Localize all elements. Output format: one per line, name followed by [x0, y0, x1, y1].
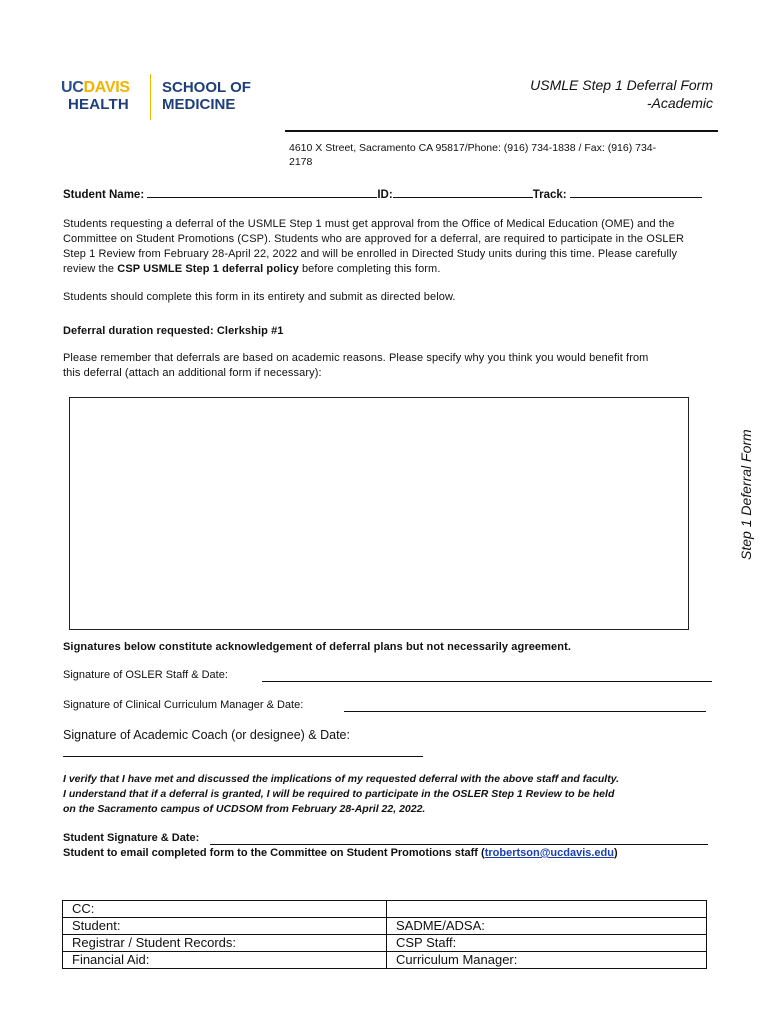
cc-cell: SADME/ADSA: [387, 918, 707, 935]
reasons-prompt: Please remember that deferrals are based on academic reasons. Please specify why you think you would benefit from this deferral (attach an additional form if necessary): [63, 352, 649, 379]
verify-line-2: I understand that if a deferral is granted, I will be required to participate in the OSLER Step 1 Review to be held [63, 788, 615, 800]
policy-reference: CSP USMLE Step 1 deferral policy [117, 263, 299, 275]
cc-cell: CC: [63, 901, 387, 918]
email-instruction-close: ) [614, 847, 618, 859]
student-name-field[interactable] [147, 186, 377, 198]
logo-ucdavis: UCDAVIS [61, 79, 130, 96]
track-field[interactable] [570, 186, 702, 198]
form-title [530, 76, 713, 112]
deferral-duration [63, 324, 703, 339]
intro-paragraph [63, 217, 703, 277]
cc-cell: CSP Staff: [387, 935, 707, 952]
coach-signature-line[interactable] [63, 756, 423, 757]
signatures-heading: Signatures below constitute acknowledgement of deferral plans but not necessarily agreement. [63, 641, 571, 653]
cc-cell: Curriculum Manager: [387, 952, 707, 969]
coach-signature-label: Signature of Academic Coach (or designee) & Date: [63, 728, 350, 742]
logo-school-of: SCHOOL OF [162, 79, 251, 96]
table-row [63, 918, 707, 935]
verify-line-3: on the Sacramento campus of UCDSOM from February 28-April 22, 2022. [63, 803, 426, 815]
deferral-duration-label: Deferral duration requested: [63, 325, 214, 337]
track-label: Track: [532, 189, 567, 201]
cc-cell: Financial Aid: [63, 952, 387, 969]
osler-signature-line[interactable] [262, 681, 712, 682]
cc-cell: Registrar / Student Records: [63, 935, 387, 952]
cc-cell: Student: [63, 918, 387, 935]
osler-signature-label: Signature of OSLER Staff & Date: [63, 669, 228, 681]
form-title-line1: USMLE Step 1 Deferral Form [530, 77, 713, 93]
intro-text: Students requesting a deferral of the USMLE Step 1 must get approval from the Office of Medical Education (OME) and the Committee on Student Promotions (CSP). Students who are approved for a deferral, are required to participate in the OSLER Step 1 Review from February 28-April 22, 2022 and will be enrolled in Directed Study units during this time. Please carefully review the [63, 218, 685, 275]
cc-table [62, 900, 707, 969]
logo-medicine: MEDICINE [162, 96, 236, 113]
verify-statement [63, 772, 708, 817]
table-row [63, 901, 707, 918]
logo-health: HEALTH [68, 96, 129, 113]
deferral-duration-value: Clerkship #1 [216, 325, 284, 337]
side-form-label: Step 1 Deferral Form [738, 429, 754, 560]
intro-text-end: before completing this form. [298, 263, 441, 275]
email-link[interactable]: trobertson@ucdavis.edu [484, 847, 614, 859]
logo-divider [150, 74, 151, 120]
table-row [63, 935, 707, 952]
header-divider [285, 130, 718, 132]
reason-textbox[interactable] [69, 397, 689, 630]
cc-cell [387, 901, 707, 918]
table-row [63, 952, 707, 969]
email-instruction [63, 847, 618, 859]
curriculum-signature-line[interactable] [344, 711, 706, 712]
student-id-label: ID: [377, 189, 393, 201]
student-id-field[interactable] [393, 186, 533, 198]
complete-instruction: Students should complete this form in its entirety and submit as directed below. [63, 291, 456, 303]
curriculum-signature-label: Signature of Clinical Curriculum Manager & Date: [63, 699, 304, 711]
student-signature-line[interactable] [210, 844, 708, 845]
student-signature-label: Student Signature & Date: [63, 832, 200, 844]
verify-line-1: I verify that I have met and discussed the implications of my requested deferral with the above staff and faculty. [63, 773, 620, 785]
student-name-label: Student Name: [63, 189, 145, 201]
form-title-line2: -Academic [646, 95, 713, 111]
address-contact: 4610 X Street, Sacramento CA 95817/Phone: (916) 734-1838 / Fax: (916) 734- 2178 [289, 142, 657, 168]
email-instruction-text: Student to email completed form to the Committee on Student Promotions staff ( [63, 847, 485, 859]
student-info-row [63, 186, 718, 201]
